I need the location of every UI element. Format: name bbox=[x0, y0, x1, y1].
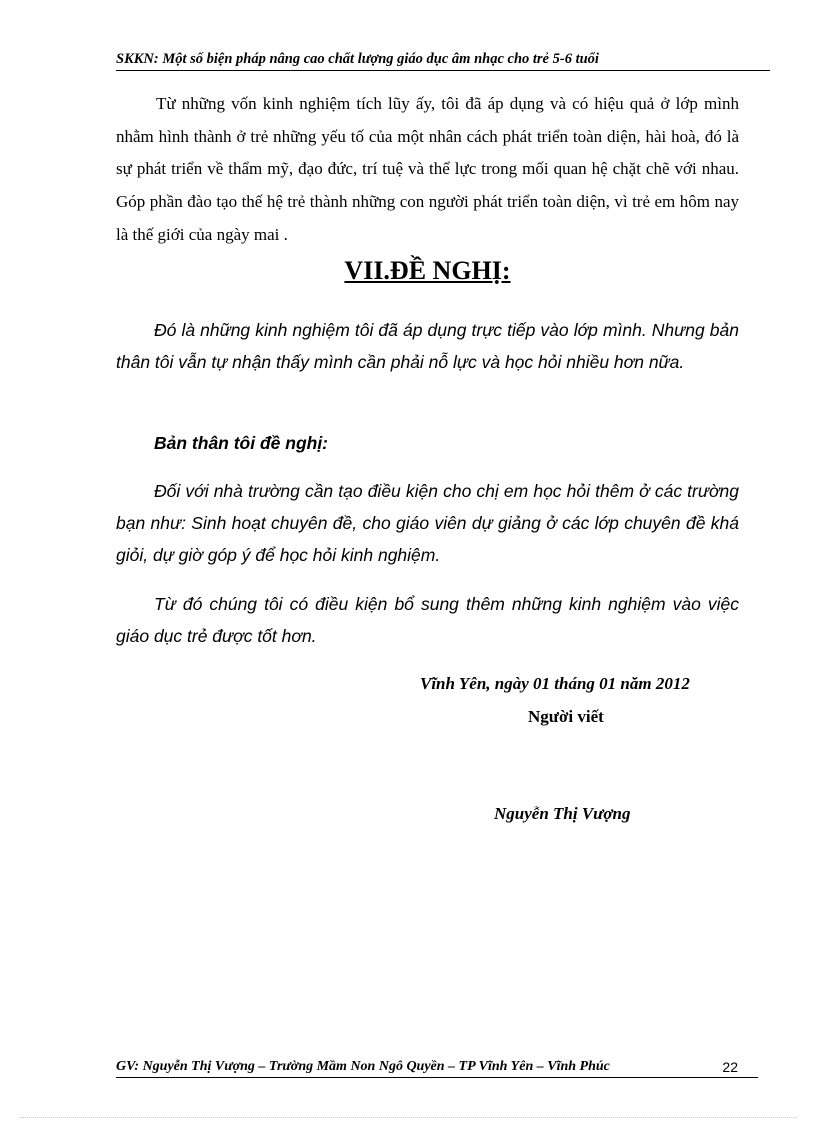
paragraph-experience: Đó là những kinh nghiệm tôi đã áp dụng trực tiếp vào lớp mình. Nhưng bản thân tôi vẫn tự nhận thấy mình cần phải nỗ lực và học hỏi nhiều hơn nữa. bbox=[116, 320, 739, 372]
place-date: Vĩnh Yên, ngày 01 tháng 01 năm 2012 bbox=[420, 674, 690, 693]
paragraph-conclusion: Từ đó chúng tôi có điều kiện bổ sung thêm những kinh nghiệm vào việc giáo dục trẻ được tốt hơn. bbox=[116, 594, 739, 646]
paragraph-school-proposal: Đối với nhà trường cần tạo điều kiện cho chị em học hỏi thêm ở các trường bạn như: Sinh hoạt chuyên đề, cho giáo viên dự giảng ở các lớp chuyên đề khá giỏi, dự giờ góp ý để học hỏi kinh nghiệm. bbox=[116, 481, 739, 565]
footer-text: GV: Nguyễn Thị Vượng – Trường Mầm Non Ngô Quyền – TP Vĩnh Yên – Vĩnh Phúc bbox=[116, 1059, 610, 1074]
page-edge-divider bbox=[20, 1117, 796, 1118]
page-number: 22 bbox=[722, 1059, 738, 1075]
writer-label: Người viết bbox=[528, 707, 604, 726]
section-heading: VII.ĐỀ NGHỊ: bbox=[344, 256, 511, 285]
writer-name: Nguyễn Thị Vượng bbox=[494, 804, 631, 823]
page-footer bbox=[116, 1058, 758, 1078]
page-header: SKKN: Một số biện pháp nâng cao chất lượng giáo dục âm nhạc cho trẻ 5-6 tuổi bbox=[116, 50, 770, 71]
proposal-label: Bản thân tôi đề nghị: bbox=[154, 433, 329, 453]
intro-paragraph: Từ những vốn kinh nghiệm tích lũy ấy, tôi đã áp dụng và có hiệu quả ở lớp mình nhằm hình thành ở trẻ những yếu tố của một nhân cách phát triển toàn diện, hài hoà, đó là sự phát triển về thẩm mỹ, đạo đức, trí tuệ và thể lực trong mối quan hệ chặt chẽ với nhau. Góp phần đào tạo thế hệ trẻ thành những con người phát triển toàn diện, vì trẻ em hôm nay là thế giới của ngày mai . bbox=[116, 94, 739, 244]
